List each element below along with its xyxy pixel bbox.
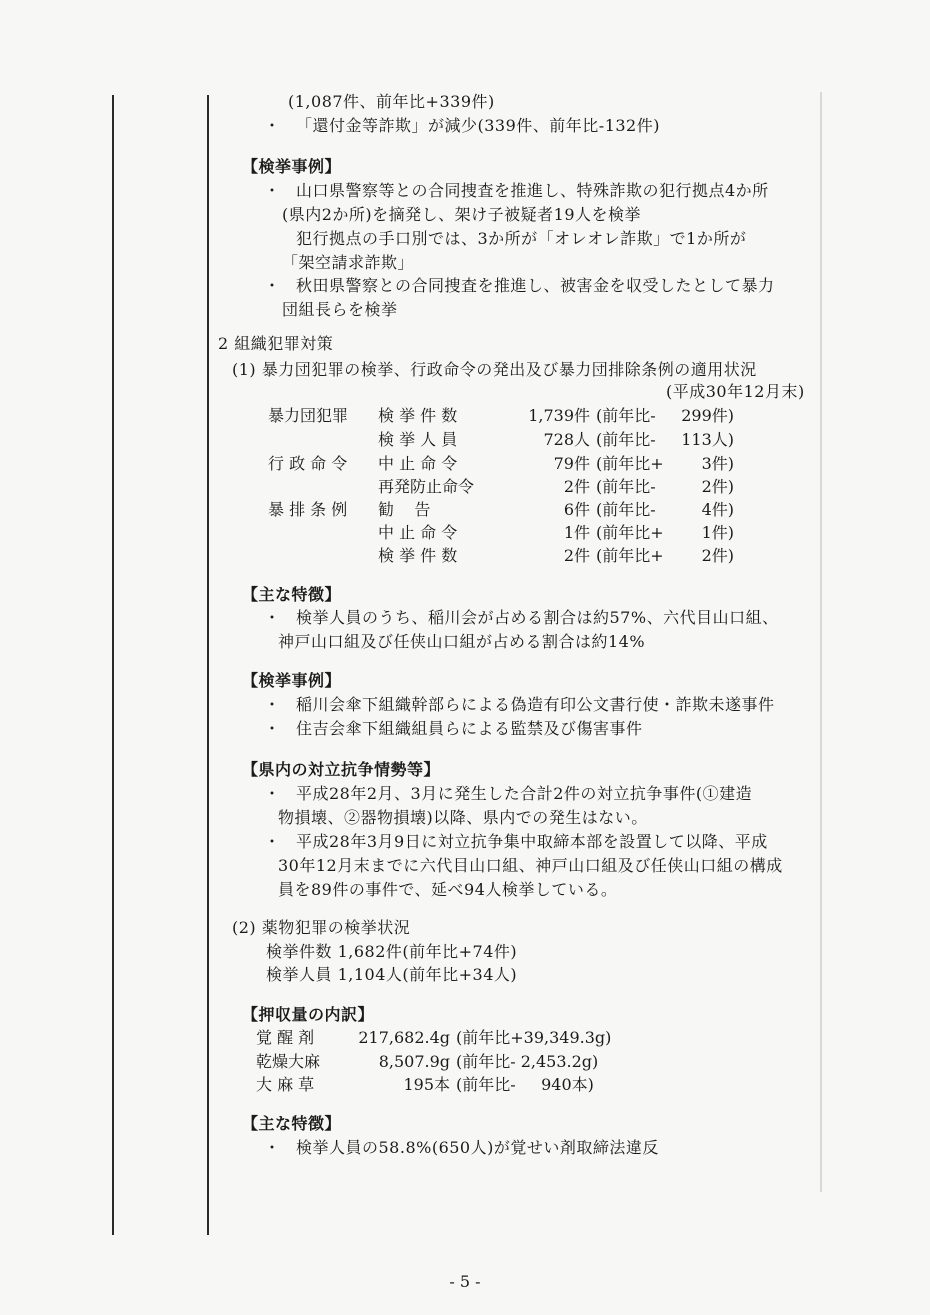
conflict-heading: 【県内の対立抗争情勢等】 [242, 760, 441, 779]
case2-line-b: 団組長らを検挙 [282, 300, 398, 319]
table-item: 再発防止命令 [378, 477, 475, 496]
drug-features-heading: 【主な特徴】 [242, 1114, 342, 1133]
table-item: 勧 告 [378, 500, 431, 519]
seizure-amount: 217,682.4g [358, 1028, 450, 1047]
seizure-amount: 8,507.9g [378, 1052, 450, 1071]
conflict1-line-b: 物損壊、②器物損壊)以降、県内での発生はない。 [278, 808, 648, 827]
case2-line-a: 秋田県警察との合同捜査を推進し、被害金を収受したとして暴力 [296, 276, 775, 295]
conflict1-line-a: 平成28年2月、3月に発生した合計2件の対立抗争事件(①建造 [296, 784, 753, 803]
table-compare: (前年比- [596, 430, 656, 449]
seizure-compare: (前年比- 940本) [456, 1075, 594, 1094]
table-value: 2件 [563, 546, 590, 565]
seizure-name: 乾燥大麻 [256, 1052, 321, 1071]
case-heading: 【検挙事例】 [242, 157, 342, 176]
bleed-through-rule [820, 92, 822, 1192]
seizure-name: 大 麻 草 [256, 1075, 315, 1094]
table-value: 1,739件 [528, 406, 590, 425]
bullet-marker: ・ [264, 695, 281, 714]
bullet-marker: ・ [264, 608, 281, 627]
count-line: (1,087件、前年比+339件) [288, 92, 495, 111]
case-line: 稲川会傘下組織幹部らによる偽造有印公文書行使・詐欺未遂事件 [296, 695, 775, 714]
bullet-marker: ・ [264, 276, 281, 295]
drug-cases-line: 検挙件数 1,682件(前年比+74件) [266, 942, 518, 961]
table-category: 行 政 命 令 [268, 454, 348, 473]
table-value: 6件 [563, 500, 590, 519]
bullet-marker: ・ [264, 1138, 281, 1157]
conflict2-line-c: 員を89件の事件で、延べ94人検挙している。 [278, 880, 618, 899]
drug-persons-line: 検挙人員 1,104人(前年比+34人) [266, 965, 518, 984]
feature-line-b: 神戸山口組及び任侠山口組が占める割合は約14% [278, 632, 646, 651]
table-value: 79件 [553, 454, 590, 473]
table-value: 728人 [543, 430, 590, 449]
table-category: 暴 排 条 例 [268, 500, 348, 519]
conflict2-line-b: 30年12月末までに六代目山口組、神戸山口組及び任侠山口組の構成 [278, 856, 783, 875]
bullet-marker: ・ [264, 832, 281, 851]
page-number: - 5 - [449, 1272, 481, 1291]
bullet-marker: ・ [264, 719, 281, 738]
case1-line-c: 犯行拠点の手口別では、3か所が「オレオレ詐欺」で1か所が [296, 229, 747, 248]
table-item: 検 挙 件 数 [378, 546, 458, 565]
table-diff: 113人) [681, 430, 734, 449]
refund-fraud-line: 「還付金等詐欺」が減少(339件、前年比-132件) [296, 116, 660, 135]
bullet-marker: ・ [264, 116, 281, 135]
table-diff: 299件) [681, 406, 734, 425]
case1-line-a: 山口県警察等との合同捜査を推進し、特殊詐欺の犯行拠点4か所 [296, 181, 769, 200]
table-item: 検 挙 件 数 [378, 406, 458, 425]
seizure-name: 覚 醒 剤 [256, 1028, 315, 1047]
table-category: 暴力団犯罪 [268, 406, 349, 425]
table-diff: 3件) [701, 454, 734, 473]
table-compare: (前年比+ [596, 546, 664, 565]
table-compare: (前年比- [596, 477, 656, 496]
seizure-compare: (前年比- 2,453.2g) [456, 1052, 599, 1071]
table-compare: (前年比- [596, 406, 656, 425]
seizure-amount: 195本 [403, 1075, 450, 1094]
table-diff: 2件) [701, 546, 734, 565]
right-margin-rule [207, 95, 209, 1235]
table-item: 中 止 命 令 [378, 523, 458, 542]
features-heading: 【主な特徴】 [242, 585, 342, 604]
table-diff: 1件) [701, 523, 734, 542]
table-item: 中 止 命 令 [378, 454, 458, 473]
case1-line-b: (県内2か所)を摘発し、架け子被疑者19人を検挙 [282, 205, 642, 224]
subsection-heading: (1) 暴力団犯罪の検挙、行政命令の発出及び暴力団排除条例の適用状況 [232, 360, 757, 379]
table-compare: (前年比+ [596, 454, 664, 473]
table-value: 1件 [563, 523, 590, 542]
table-compare: (前年比+ [596, 523, 664, 542]
case-line: 住吉会傘下組織組員らによる監禁及び傷害事件 [296, 719, 643, 738]
seizure-compare: (前年比+39,349.3g) [456, 1028, 612, 1047]
section-heading: 2 組織犯罪対策 [218, 334, 334, 353]
table-value: 2件 [563, 477, 590, 496]
as-of-date: (平成30年12月末) [666, 382, 805, 401]
table-diff: 2件) [701, 477, 734, 496]
bullet-marker: ・ [264, 181, 281, 200]
bullet-marker: ・ [264, 784, 281, 803]
feature-line-a: 検挙人員のうち、稲川会が占める割合は約57%、六代目山口組、 [296, 608, 779, 627]
table-item: 検 挙 人 員 [378, 430, 458, 449]
table-diff: 4件) [701, 500, 734, 519]
left-margin-rule [112, 95, 114, 1235]
drug-feature-line: 検挙人員の58.8%(650人)が覚せい剤取締法違反 [296, 1138, 659, 1157]
seizure-heading: 【押収量の内訳】 [242, 1005, 375, 1024]
case-heading: 【検挙事例】 [242, 671, 342, 690]
table-compare: (前年比- [596, 500, 656, 519]
conflict2-line-a: 平成28年3月9日に対立抗争集中取締本部を設置して以降、平成 [296, 832, 768, 851]
drug-section-heading: (2) 薬物犯罪の検挙状況 [232, 918, 411, 937]
case1-line-d: 「架空請求詐欺」 [282, 253, 415, 272]
